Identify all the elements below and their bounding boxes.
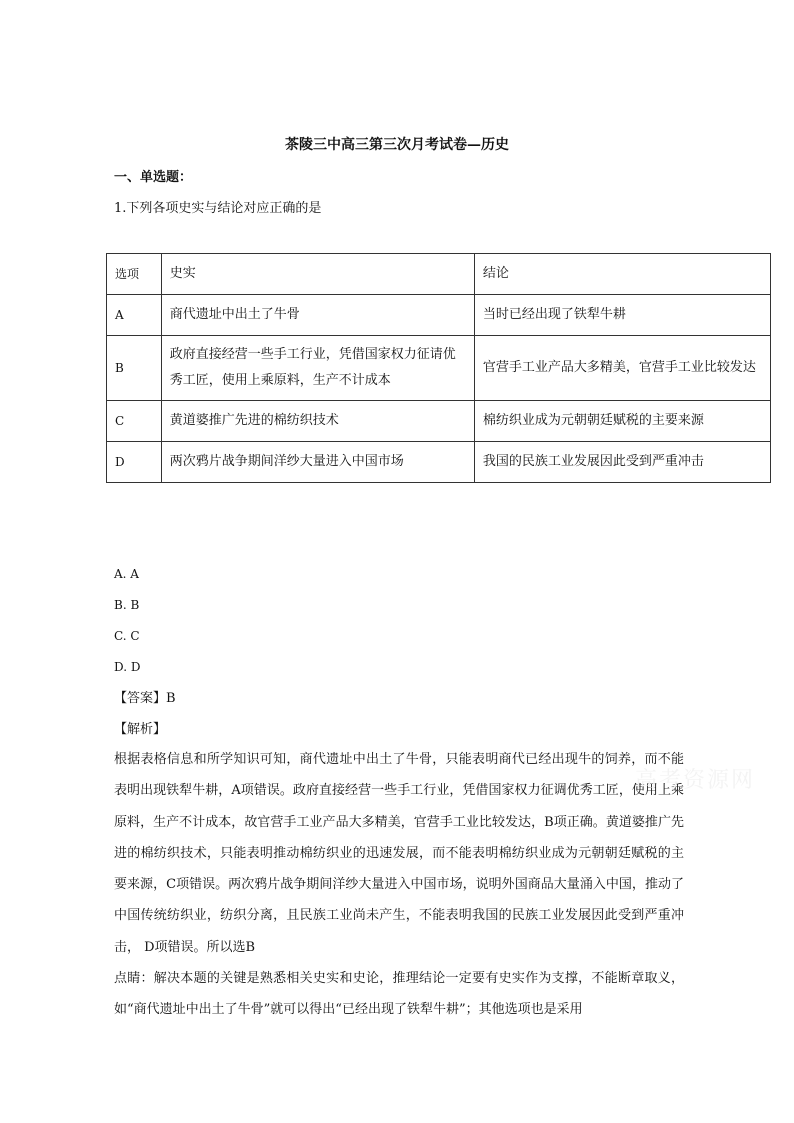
choice-d[interactable]: D. D xyxy=(114,660,141,674)
table-row xyxy=(107,295,771,336)
section-heading: 一、单选题： xyxy=(114,170,193,185)
analysis-body xyxy=(114,744,684,1026)
comment-text: 点睛：解决本题的关键是熟悉相关史实和史论，推理结论一定要有史实作为支撑，不能断章取义，如“商代遗址中出土了牛骨”就可以得出“已经出现了铁犁牛耕”；其他选项也是采用 xyxy=(114,971,684,1018)
table-cell-option: C xyxy=(107,401,162,442)
table-cell-fact: 政府直接经营一些手工行业，凭借国家权力征请优秀工匠，使用上乘原料，生产不计成本 xyxy=(161,336,474,401)
table-cell-conclusion: 官营手工业产品大多精美，官营手工业比较发达 xyxy=(474,336,770,401)
watermark: 高考资源网 xyxy=(635,768,756,793)
table-cell-conclusion: 当时已经出现了铁犁牛耕 xyxy=(474,295,770,336)
choice-b[interactable]: B. B xyxy=(114,598,140,612)
table-cell-option: A xyxy=(107,295,162,336)
choice-a[interactable]: A. A xyxy=(114,567,139,581)
table-cell-conclusion: 棉纺织业成为元朝朝廷赋税的主要来源 xyxy=(474,401,770,442)
table-row xyxy=(107,442,771,483)
table-cell-option: B xyxy=(107,336,162,401)
analysis-heading: 【解析】 xyxy=(114,722,167,737)
answer-choices xyxy=(114,564,140,688)
table-cell-conclusion: 我国的民族工业发展因此受到严重冲击 xyxy=(474,442,770,483)
fact-conclusion-table xyxy=(106,253,771,483)
table-cell-fact: 黄道婆推广先进的棉纺织技术 xyxy=(161,401,474,442)
table-cell-fact: 两次鸦片战争期间洋纱大量进入中国市场 xyxy=(161,442,474,483)
analysis-text: 根据表格信息和所学知识可知，商代遗址中出土了牛骨，只能表明商代已经出现牛的饲养，而不能表明出现铁犁牛耕，A项错误。政府直接经营一些手工行业，凭借国家权力征调优秀工匠，使用上乘原料，生产不计成本，故官营手工业产品大多精美，官营手工业比较发达，B项正确。黄道婆推广先进的棉纺织技术，只能表明推动棉纺织业的迅速发展，而不能表明棉纺织业成为元朝朝廷赋税的主要来源，C项错误。两次鸦片战争期间洋纱大量进入中国市场，说明外国商品大量涌入中国，推动了中国传统纺织业，纺织分离，且民族工业尚未产生，不能表明我国的民族工业发展因此受到严重冲击， D项错误。所以选B xyxy=(114,752,684,955)
table-row xyxy=(107,336,771,401)
table-row xyxy=(107,401,771,442)
table-header-option: 选项 xyxy=(107,254,162,295)
table-cell-option: D xyxy=(107,442,162,483)
table-header-conclusion: 结论 xyxy=(474,254,770,295)
question-stem: 1.下列各项史实与结论对应正确的是 xyxy=(114,201,322,216)
table-cell-fact: 商代遗址中出土了牛骨 xyxy=(161,295,474,336)
choice-c[interactable]: C. C xyxy=(114,629,140,643)
page-title: 茶陵三中高三第三次月考试卷—历史 xyxy=(285,137,509,153)
table-header-fact: 史实 xyxy=(161,254,474,295)
answer-line: 【答案】B xyxy=(114,691,176,706)
table-header-row xyxy=(107,254,771,295)
